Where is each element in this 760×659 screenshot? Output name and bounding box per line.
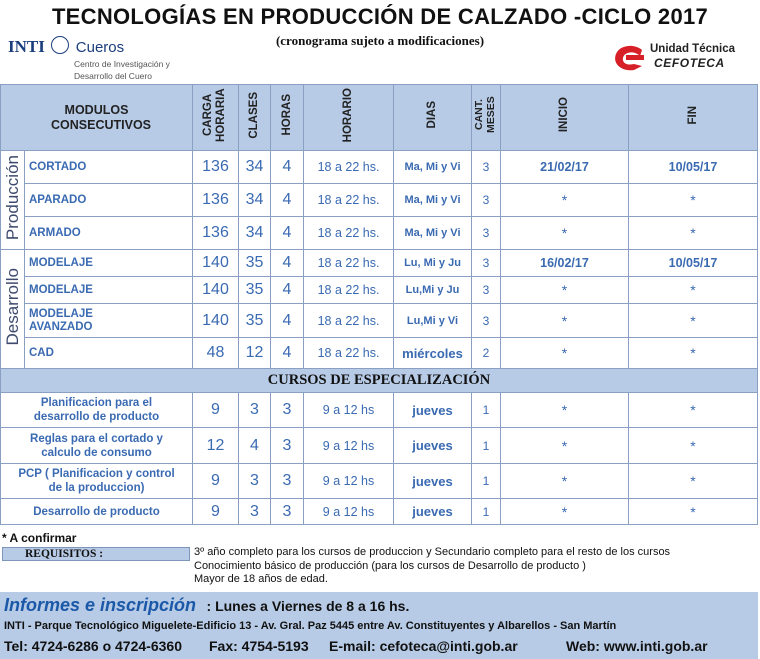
clases-cell: 34 (239, 151, 271, 184)
module-name-line2: AVANZADO (29, 320, 93, 333)
dias-cell: jueves (394, 428, 472, 464)
course-name (1, 464, 193, 499)
footer-email[interactable]: E-mail: cefoteca@inti.gob.ar (329, 638, 518, 654)
fin-cell: * (629, 428, 758, 464)
course-name-line2: calculo de consumo (41, 446, 152, 459)
course-name (1, 393, 193, 428)
inti-cueros-logo (8, 36, 178, 80)
table-row (1, 428, 758, 464)
col-dias: DIAS (426, 101, 438, 129)
meses-cell: 1 (472, 499, 501, 525)
carga-cell: 136 (193, 151, 239, 184)
horario-cell: 9 a 12 hs (304, 464, 394, 499)
globe-icon (51, 36, 69, 54)
meses-cell: 1 (472, 464, 501, 499)
confirm-note: * A confirmar (2, 531, 77, 545)
table-row (1, 217, 758, 250)
fin-cell: * (629, 217, 758, 250)
meses-cell: 1 (472, 428, 501, 464)
group-label-produccion: Producción (2, 154, 22, 241)
footer-heading: Informes e inscripción (4, 595, 197, 615)
meses-cell: 3 (472, 304, 501, 338)
clases-cell: 35 (239, 277, 271, 304)
module-name: MODELAJE (25, 250, 193, 277)
horario-cell: 9 a 12 hs (304, 428, 394, 464)
horas-cell: 4 (271, 184, 304, 217)
horario-cell: 18 a 22 hs. (304, 151, 394, 184)
horario-cell: 18 a 22 hs. (304, 304, 394, 338)
fin-cell: * (629, 338, 758, 369)
col-fin: FIN (686, 105, 699, 125)
module-name: CAD (25, 338, 193, 369)
col-carga: CARGA HORARIA (201, 88, 227, 142)
dias-cell: jueves (394, 393, 472, 428)
horario-cell: 18 a 22 hs. (304, 250, 394, 277)
col-modulos: MODULOS CONSECUTIVOS (51, 102, 152, 132)
carga-cell: 9 (193, 464, 239, 499)
clases-cell: 4 (239, 428, 271, 464)
fin-cell: * (629, 304, 758, 338)
dias-cell: miércoles (394, 338, 472, 369)
table-row (1, 250, 758, 277)
footer-web[interactable]: Web: www.inti.gob.ar (566, 638, 708, 654)
footer-hours: : Lunes a Viernes de 8 a 16 hs. (206, 598, 410, 614)
group-label-desarrollo: Desarrollo (2, 267, 22, 346)
clases-cell: 3 (239, 499, 271, 525)
horas-cell: 3 (271, 499, 304, 525)
table-row (1, 338, 758, 369)
horas-cell: 4 (271, 338, 304, 369)
clases-cell: 35 (239, 250, 271, 277)
dias-cell: Ma, Mi y Vi (394, 217, 472, 250)
clases-cell: 34 (239, 217, 271, 250)
course-name-line1: PCP ( Planificacion y control (18, 468, 175, 480)
module-name: ARMADO (25, 217, 193, 250)
horas-cell: 3 (271, 428, 304, 464)
clases-cell: 12 (239, 338, 271, 369)
inicio-cell: * (501, 277, 629, 304)
carga-cell: 48 (193, 338, 239, 369)
inti-unit-name: Cueros (75, 39, 125, 56)
inti-brand: INTI (8, 37, 45, 56)
cefoteca-line1: Unidad Técnica (650, 43, 735, 55)
dias-cell: Lu,Mi y Ju (394, 277, 472, 304)
carga-cell: 9 (193, 393, 239, 428)
carga-cell: 136 (193, 184, 239, 217)
horas-cell: 3 (271, 464, 304, 499)
footer-fax: Fax: 4754-5193 (209, 638, 309, 654)
horas-cell: 4 (271, 250, 304, 277)
table-row (1, 184, 758, 217)
section-row (1, 369, 758, 393)
table-header (1, 85, 758, 151)
clases-cell: 34 (239, 184, 271, 217)
section-title: CURSOS DE ESPECIALIZACIÓN (1, 369, 758, 393)
clases-cell: 35 (239, 304, 271, 338)
requirement-item: Conocimiento básico de producción (para los cursos de Desarrollo de producto ) (194, 559, 586, 572)
cefoteca-line2: CEFOTECA (654, 56, 725, 70)
meses-cell: 2 (472, 338, 501, 369)
footer-address: INTI - Parque Tecnológico Miguelete-Edificio 13 - Av. Gral. Paz 5445 entre Av. Constituyentes y Albarellos - San Martín (4, 620, 617, 632)
horario-cell: 18 a 22 hs. (304, 217, 394, 250)
horario-cell: 9 a 12 hs (304, 393, 394, 428)
col-horas: HORAS (280, 94, 293, 136)
inicio-cell: 21/02/17 (501, 151, 629, 184)
course-name-line1: Planificacion para el (40, 397, 153, 409)
schedule-table (0, 84, 758, 525)
module-name: CORTADO (25, 151, 193, 184)
fin-cell: * (629, 393, 758, 428)
carga-cell: 9 (193, 499, 239, 525)
course-name-line1: Reglas para el cortado y (30, 432, 163, 445)
meses-cell: 3 (472, 217, 501, 250)
meses-cell: 3 (472, 250, 501, 277)
inicio-cell: * (501, 304, 629, 338)
meses-cell: 3 (472, 151, 501, 184)
horas-cell: 4 (271, 277, 304, 304)
inti-desc-line1: Centro de Investigación y (74, 59, 170, 69)
course-name-line2: de la produccion) (48, 482, 145, 494)
carga-cell: 140 (193, 304, 239, 338)
fin-cell: * (629, 184, 758, 217)
horas-cell: 4 (271, 304, 304, 338)
module-name: MODELAJE (25, 277, 193, 304)
module-name: APARADO (25, 184, 193, 217)
dias-cell: Lu, Mi y Ju (394, 250, 472, 277)
table-row (1, 393, 758, 428)
col-horario: HORARIO (342, 87, 354, 143)
cefoteca-logo (608, 40, 756, 76)
horario-cell: 18 a 22 hs. (304, 277, 394, 304)
module-name-line1: MODELAJE (29, 307, 93, 320)
footer-info (0, 592, 758, 659)
module-name (25, 304, 193, 338)
table-row (1, 304, 758, 338)
requirement-item: 3º año completo para los cursos de produccion y Secundario completo para el resto de los cursos (194, 546, 671, 558)
horario-cell: 18 a 22 hs. (304, 184, 394, 217)
horas-cell: 3 (271, 393, 304, 428)
carga-cell: 140 (193, 250, 239, 277)
inicio-cell: * (501, 499, 629, 525)
dias-cell: jueves (394, 499, 472, 525)
course-name: Desarrollo de producto (1, 499, 193, 525)
clases-cell: 3 (239, 464, 271, 499)
horario-cell: 18 a 22 hs. (304, 338, 394, 369)
table-row (1, 464, 758, 499)
dias-cell: Ma, Mi y Vi (394, 184, 472, 217)
inti-desc-line2: Desarrollo del Cuero (74, 71, 152, 81)
col-clases: CLASES (248, 91, 260, 139)
requirements-label: REQUISITOS : (2, 547, 190, 561)
inicio-cell: * (501, 217, 629, 250)
cefoteca-mark-icon (612, 44, 646, 72)
table-row (1, 499, 758, 525)
horas-cell: 4 (271, 217, 304, 250)
requirements-text (194, 546, 670, 587)
page-subtitle: (cronograma sujeto a modificaciones) (275, 33, 485, 48)
dias-cell: Lu,Mi y Vi (394, 304, 472, 338)
dias-cell: Ma, Mi y Vi (394, 151, 472, 184)
fin-cell: * (629, 464, 758, 499)
meses-cell: 3 (472, 184, 501, 217)
page-title: TECNOLOGÍAS EN PRODUCCIÓN DE CALZADO -CICLO 2017 (51, 4, 709, 29)
footer-tel: Tel: 4724-6286 o 4724-6360 (4, 638, 182, 654)
meses-cell: 1 (472, 393, 501, 428)
horas-cell: 4 (271, 151, 304, 184)
course-name-line2: desarrollo de producto (33, 411, 160, 423)
table-row (1, 151, 758, 184)
inicio-cell: * (501, 184, 629, 217)
dias-cell: jueves (394, 464, 472, 499)
carga-cell: 12 (193, 428, 239, 464)
fin-cell: * (629, 499, 758, 525)
inicio-cell: * (501, 428, 629, 464)
carga-cell: 136 (193, 217, 239, 250)
meses-cell: 3 (472, 277, 501, 304)
col-inicio: INICIO (558, 97, 570, 133)
inicio-cell: * (501, 464, 629, 499)
carga-cell: 140 (193, 277, 239, 304)
inicio-cell: * (501, 393, 629, 428)
col-meses: CANT. MESES (473, 96, 497, 134)
fin-cell: 10/05/17 (629, 151, 758, 184)
requirement-item: Mayor de 18 años de edad. (194, 573, 328, 585)
clases-cell: 3 (239, 393, 271, 428)
fin-cell: * (629, 277, 758, 304)
inicio-cell: * (501, 338, 629, 369)
fin-cell: 10/05/17 (629, 250, 758, 277)
horario-cell: 9 a 12 hs (304, 499, 394, 525)
inicio-cell: 16/02/17 (501, 250, 629, 277)
table-row (1, 277, 758, 304)
course-name (1, 428, 193, 464)
